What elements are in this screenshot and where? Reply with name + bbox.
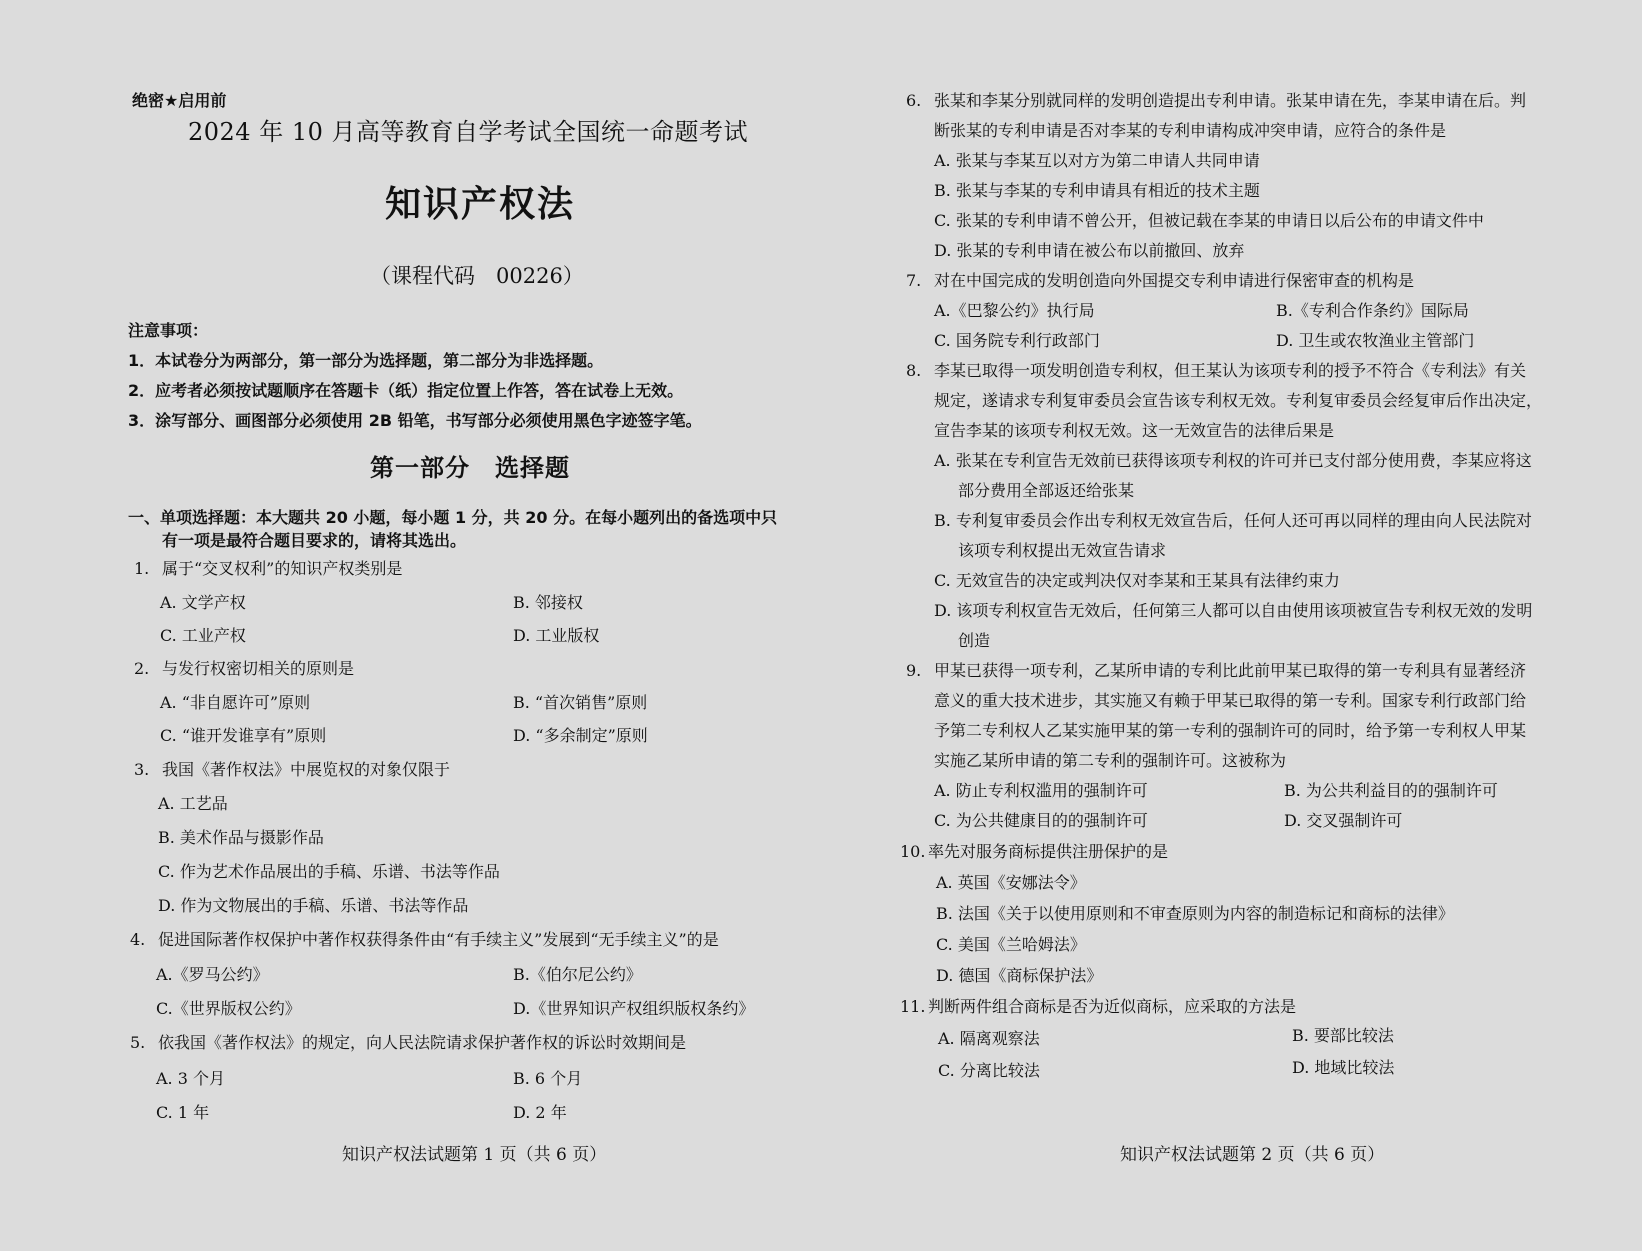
- question-stem-cont: 断张某的专利申请是否对李某的专利申请构成冲突申请，应符合的条件是: [934, 121, 1447, 140]
- option-c[interactable]: C. “谁开发谁享有”原则: [160, 726, 327, 745]
- notice-title: 注意事项：: [128, 321, 209, 340]
- question-stem-cont: 宣告李某的该项专利权无效。这一无效宣告的法律后果是: [934, 421, 1335, 440]
- option-b[interactable]: B. “首次销售”原则: [513, 693, 648, 712]
- notice-item: 3．涂写部分、画图部分必须使用 2B 铅笔，书写部分必须使用黑色字迹签字笔。: [128, 411, 702, 430]
- option-a[interactable]: A. 文学产权: [160, 593, 246, 612]
- question-stem: 甲某已获得一项专利，乙某所申请的专利比此前甲某已取得的第一专利具有显著经济: [934, 661, 1527, 680]
- question-stem-cont: 意义的重大技术进步，其实施又有赖于甲某已取得的第一专利。国家专利行政部门给: [934, 691, 1527, 710]
- option-b[interactable]: B. 张某与李某的专利申请具有相近的技术主题: [934, 181, 1260, 200]
- question-11: [900, 994, 1296, 1017]
- option-a[interactable]: A. 张某在专利宣告无效前已获得该项专利权的许可并已支付部分使用费，李某应将这: [934, 451, 1532, 470]
- question-stem: 促进国际著作权保护中著作权获得条件由“有手续主义”发展到“无手续主义”的是: [158, 930, 719, 949]
- option-d[interactable]: D. 交叉强制许可: [1284, 811, 1403, 830]
- question-6: [906, 88, 1526, 111]
- option-c[interactable]: C. 国务院专利行政部门: [934, 331, 1100, 350]
- option-b[interactable]: B. 美术作品与摄影作品: [158, 828, 324, 847]
- question-1: [134, 556, 402, 579]
- option-b[interactable]: B. 邻接权: [513, 593, 583, 612]
- option-a[interactable]: A. 防止专利权滥用的强制许可: [934, 781, 1148, 800]
- option-b-cont[interactable]: 该项专利权提出无效宣告请求: [958, 541, 1167, 560]
- option-d-cont[interactable]: 创造: [958, 631, 991, 650]
- question-7: [906, 268, 1414, 291]
- question-10: [900, 839, 1168, 862]
- option-d[interactable]: D. 地域比较法: [1292, 1058, 1395, 1077]
- question-stem: 李某已取得一项发明创造专利权，但王某认为该项专利的授予不符合《专利法》有关: [934, 361, 1527, 380]
- option-a[interactable]: A. 3 个月: [156, 1069, 225, 1088]
- question-stem: 属于“交叉权利”的知识产权类别是: [162, 559, 403, 578]
- question-4: [130, 927, 719, 950]
- question-8: [906, 358, 1526, 381]
- option-a[interactable]: A. “非自愿许可”原则: [160, 693, 311, 712]
- question-stem: 依我国《著作权法》的规定，向人民法院请求保护著作权的诉讼时效期间是: [158, 1033, 687, 1052]
- question-number: 6.: [906, 91, 922, 110]
- question-number: 2.: [134, 659, 150, 678]
- option-a[interactable]: A. 张某与李某互以对方为第二申请人共同申请: [934, 151, 1260, 170]
- question-number: 4.: [130, 930, 146, 949]
- question-stem: 对在中国完成的发明创造向外国提交专利申请进行保密审查的机构是: [934, 271, 1415, 290]
- option-c[interactable]: C. 张某的专利申请不曾公开，但被记载在李某的申请日以后公布的申请文件中: [934, 211, 1484, 230]
- question-stem-cont: 予第二专利权人乙某实施甲某的第一专利的强制许可的同时，给予第一专利权人甲某: [934, 721, 1527, 740]
- option-b[interactable]: B. 为公共利益目的的强制许可: [1284, 781, 1498, 800]
- part-one-title: 第一部分 选择题: [370, 454, 570, 482]
- section-instructions: 一、单项选择题：本大题共 20 小题，每小题 1 分，共 20 分。在每小题列出的备选项中只: [128, 508, 778, 527]
- question-number: 8.: [906, 361, 922, 380]
- option-d[interactable]: D. 张某的专利申请在被公布以前撤回、放弃: [934, 241, 1245, 260]
- subject-title: 知识产权法: [385, 183, 576, 225]
- option-b[interactable]: B.《专利合作条约》国际局: [1276, 301, 1469, 320]
- option-c[interactable]: C. 美国《兰哈姆法》: [936, 935, 1086, 954]
- option-a[interactable]: A. 工艺品: [158, 794, 228, 813]
- option-c[interactable]: C. 为公共健康目的的强制许可: [934, 811, 1148, 830]
- question-stem: 判断两件组合商标是否为近似商标，应采取的方法是: [928, 997, 1297, 1016]
- question-number: 11.: [900, 997, 926, 1016]
- question-stem: 率先对服务商标提供注册保护的是: [928, 842, 1169, 861]
- option-c[interactable]: C. 工业产权: [160, 626, 246, 645]
- question-number: 7.: [906, 271, 922, 290]
- option-b[interactable]: B.《伯尔尼公约》: [513, 965, 642, 984]
- confidential-mark: 绝密★启用前: [132, 91, 227, 110]
- option-d[interactable]: D. 德国《商标保护法》: [936, 966, 1103, 985]
- question-number: 9.: [906, 661, 922, 680]
- option-c[interactable]: C.《世界版权公约》: [156, 999, 301, 1018]
- question-2: [134, 656, 354, 679]
- section-instructions-cont: 有一项是最符合题目要求的，请将其选出。: [162, 531, 467, 550]
- notice-item: 1．本试卷分为两部分，第一部分为选择题，第二部分为非选择题。: [128, 351, 604, 370]
- question-stem: 与发行权密切相关的原则是: [162, 659, 355, 678]
- question-stem-cont: 规定，遂请求专利复审委员会宣告该专利权无效。专利复审委员会经复审后作出决定，: [934, 391, 1543, 410]
- question-stem-cont: 实施乙某所申请的第二专利的强制许可。这被称为: [934, 751, 1287, 770]
- question-9: [906, 658, 1526, 681]
- exam-title: 2024 年 10 月高等教育自学考试全国统一命题考试: [188, 118, 749, 146]
- exam-page-2: [860, 0, 1642, 1251]
- option-b[interactable]: B. 专利复审委员会作出专利权无效宣告后，任何人还可再以同样的理由向人民法院对: [934, 511, 1532, 530]
- question-3: [134, 757, 450, 780]
- option-b[interactable]: B. 要部比较法: [1292, 1026, 1394, 1045]
- option-d[interactable]: D. “多余制定”原则: [513, 726, 648, 745]
- course-code: （课程代码 00226）: [370, 264, 584, 288]
- option-a[interactable]: A.《罗马公约》: [156, 965, 269, 984]
- notice-item: 2．应考者必须按试题顺序在答题卡（纸）指定位置上作答，答在试卷上无效。: [128, 381, 684, 400]
- option-d[interactable]: D. 卫生或农牧渔业主管部门: [1276, 331, 1475, 350]
- option-d[interactable]: D. 作为文物展出的手稿、乐谱、书法等作品: [158, 896, 469, 915]
- option-d[interactable]: D.《世界知识产权组织版权条约》: [513, 999, 755, 1018]
- question-5: [130, 1030, 686, 1053]
- question-number: 10.: [900, 842, 926, 861]
- option-d[interactable]: D. 该项专利权宣告无效后，任何第三人都可以自由使用该项被宣告专利权无效的发明: [934, 601, 1533, 620]
- option-a[interactable]: A. 英国《安娜法令》: [936, 873, 1086, 892]
- question-stem: 张某和李某分别就同样的发明创造提出专利申请。张某申请在先，李某申请在后。判: [934, 91, 1527, 110]
- option-a-cont[interactable]: 部分费用全部返还给张某: [958, 481, 1135, 500]
- option-b[interactable]: B. 法国《关于以使用原则和不审查原则为内容的制造标记和商标的法律》: [936, 904, 1454, 923]
- option-b[interactable]: B. 6 个月: [513, 1069, 583, 1088]
- option-d[interactable]: D. 2 年: [513, 1103, 567, 1122]
- question-number: 5.: [130, 1033, 146, 1052]
- option-d[interactable]: D. 工业版权: [513, 626, 600, 645]
- option-c[interactable]: C. 分离比较法: [938, 1061, 1040, 1080]
- option-c[interactable]: C. 无效宣告的决定或判决仅对李某和王某具有法律约束力: [934, 571, 1340, 590]
- page-footer: 知识产权法试题第 1 页（共 6 页）: [342, 1145, 607, 1165]
- option-a[interactable]: A.《巴黎公约》执行局: [934, 301, 1095, 320]
- option-c[interactable]: C. 作为艺术作品展出的手稿、乐谱、书法等作品: [158, 862, 500, 881]
- question-number: 1.: [134, 559, 150, 578]
- page-footer: 知识产权法试题第 2 页（共 6 页）: [1120, 1145, 1385, 1165]
- option-a[interactable]: A. 隔离观察法: [938, 1029, 1040, 1048]
- option-c[interactable]: C. 1 年: [156, 1103, 210, 1122]
- question-number: 3.: [134, 760, 150, 779]
- question-stem: 我国《著作权法》中展览权的对象仅限于: [162, 760, 451, 779]
